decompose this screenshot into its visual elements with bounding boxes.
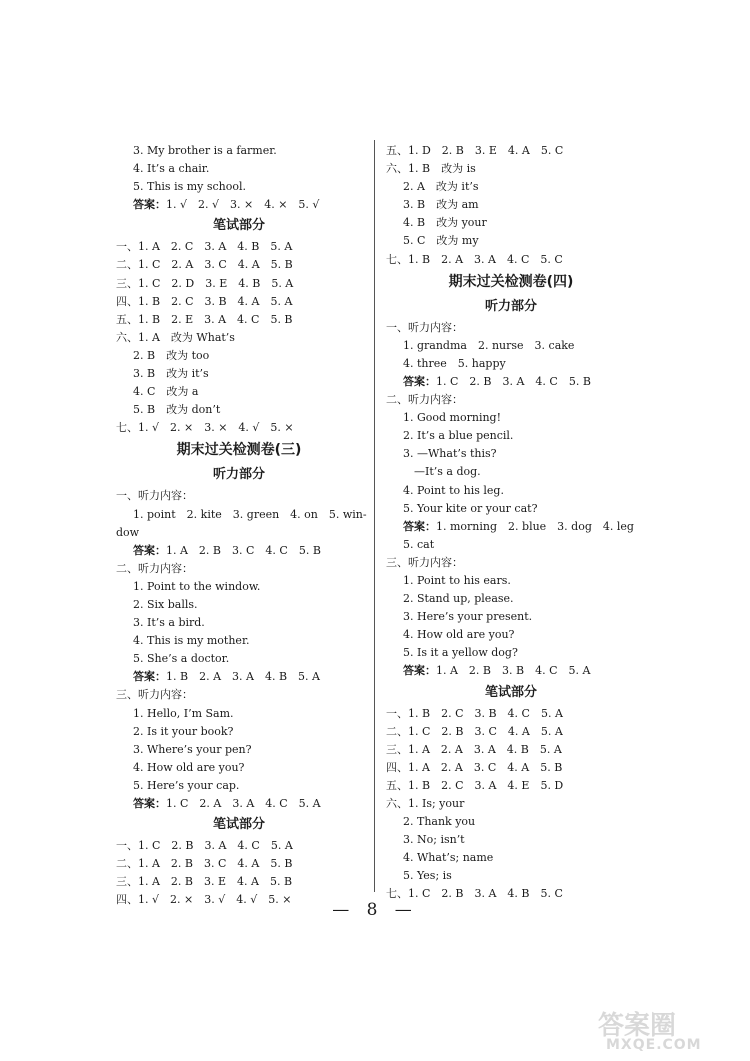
answer-label: 答案： xyxy=(403,664,436,678)
line-text: 六、1. Is; your xyxy=(386,797,465,810)
line-text: 5. B 改为 don’t xyxy=(133,403,221,417)
line-text: 2. B 改为 too xyxy=(133,348,210,362)
text-line xyxy=(386,337,636,355)
test-title: 期末过关检测卷(四) xyxy=(448,273,574,290)
line-text: 三、听力内容： xyxy=(116,688,193,702)
line-text: 一、1. B 2. C 3. B 4. C 5. A xyxy=(386,706,563,720)
line-text: 二、1. C 2. B 3. C 4. A 5. A xyxy=(386,724,563,738)
line-text: 七、1. B 2. A 3. A 4. C 5. C xyxy=(386,252,563,266)
text-line xyxy=(386,427,636,445)
line-text: 二、听力内容： xyxy=(116,561,193,575)
line-text: 2. A 改为 it’s xyxy=(403,180,479,194)
answer-line xyxy=(116,668,362,686)
text-line xyxy=(116,419,362,437)
text-line xyxy=(386,644,636,662)
answer-label: 答案： xyxy=(133,198,166,212)
line-text: 六、1. B 改为 is xyxy=(386,162,476,176)
text-line xyxy=(386,759,636,777)
line-text: 1. √ 2. √ 3. × 4. × 5. √ xyxy=(166,198,320,212)
line-text: 四、1. B 2. C 3. B 4. A 5. A xyxy=(116,294,293,308)
text-line xyxy=(386,500,636,518)
text-line xyxy=(116,650,362,668)
text-line xyxy=(386,160,636,178)
text-line xyxy=(116,596,362,614)
line-text: 三、1. A 2. B 3. E 4. A 5. B xyxy=(116,875,293,889)
text-line xyxy=(386,391,636,409)
text-line xyxy=(386,536,636,554)
line-text: 4. How old are you? xyxy=(133,760,245,774)
line-text: 3. No; isn’t xyxy=(403,833,465,847)
answer-line xyxy=(116,196,362,214)
text-line xyxy=(386,214,636,232)
line-text: 5. cat xyxy=(403,537,435,551)
line-text: dow xyxy=(116,525,140,539)
line-text: 3. It’s a bird. xyxy=(133,616,205,630)
line-text: 五、1. B 2. E 3. A 4. C 5. B xyxy=(116,312,293,326)
text-line xyxy=(386,626,636,644)
line-text: 二、1. C 2. A 3. C 4. A 5. B xyxy=(116,258,293,272)
line-text: 1. B 2. A 3. A 4. B 5. A xyxy=(166,670,320,684)
text-line xyxy=(116,256,362,274)
line-text: 一、听力内容： xyxy=(116,489,193,503)
line-text: 2. It’s a blue pencil. xyxy=(403,429,514,443)
text-line xyxy=(116,311,362,329)
text-line xyxy=(386,355,636,373)
answer-line xyxy=(386,373,636,391)
line-text: 四、1. √ 2. × 3. √ 4. √ 5. × xyxy=(116,893,292,907)
line-text: 5. She’s a doctor. xyxy=(133,652,230,666)
text-line xyxy=(116,487,362,505)
text-line xyxy=(116,365,362,383)
line-text: 二、1. A 2. B 3. C 4. A 5. B xyxy=(116,857,293,871)
text-line xyxy=(386,251,636,269)
line-text: 三、听力内容： xyxy=(386,555,463,569)
text-line xyxy=(116,401,362,419)
line-text: 四、1. A 2. A 3. C 4. A 5. B xyxy=(386,760,563,774)
line-text: 5. Here’s your cap. xyxy=(133,778,240,792)
left-column xyxy=(116,142,367,909)
line-text: 1. Point to the window. xyxy=(133,579,261,593)
text-line xyxy=(116,142,362,160)
text-line xyxy=(116,178,362,196)
answer-line xyxy=(116,542,362,560)
line-text: 3. Where’s your pen? xyxy=(133,742,252,756)
line-text: 4. This is my mother. xyxy=(133,634,250,648)
text-line xyxy=(386,867,636,885)
line-text: 3. —What’s this? xyxy=(403,447,497,461)
answer-label: 答案： xyxy=(133,543,166,557)
text-line xyxy=(116,873,362,891)
right-column xyxy=(386,142,636,904)
text-line xyxy=(386,178,636,196)
text-line xyxy=(386,196,636,214)
line-text: 1. morning 2. blue 3. dog 4. leg xyxy=(436,519,634,533)
text-line xyxy=(116,741,362,759)
watermark-logo xyxy=(598,1005,738,1053)
line-text: 1. Hello, I’m Sam. xyxy=(133,706,234,720)
line-text: 2. Stand up, please. xyxy=(403,592,514,606)
line-text: 2. Thank you xyxy=(403,815,476,829)
line-text: 1. Point to his ears. xyxy=(403,573,511,587)
line-text: 1. grandma 2. nurse 3. cake xyxy=(403,338,575,352)
page-number: — 8 — xyxy=(332,900,418,920)
text-line xyxy=(116,632,362,650)
line-text: 4. What’s; name xyxy=(403,851,494,865)
line-text: 4. It’s a chair. xyxy=(133,162,210,176)
line-text: 5. This is my school. xyxy=(133,180,247,194)
line-text: 1. A 2. B 3. B 4. C 5. A xyxy=(436,664,591,678)
line-text: 一、1. C 2. B 3. A 4. C 5. A xyxy=(116,839,293,853)
answer-label: 答案： xyxy=(403,519,436,533)
test-title: 期末过关检测卷(三) xyxy=(176,442,302,459)
line-text: 3. Here’s your present. xyxy=(403,610,533,624)
line-text: 一、1. A 2. C 3. A 4. B 5. A xyxy=(116,240,293,254)
watermark-url: MXQE.COM xyxy=(606,1037,702,1053)
text-line xyxy=(116,855,362,873)
text-line xyxy=(386,849,636,867)
line-text: 5. Your kite or your cat? xyxy=(403,501,538,515)
text-line xyxy=(116,275,362,293)
answer-line xyxy=(386,662,636,680)
text-line xyxy=(116,347,362,365)
answer-line xyxy=(386,518,636,536)
text-line xyxy=(386,723,636,741)
line-text: —It’s a dog. xyxy=(414,465,481,479)
line-text: 4. Point to his leg. xyxy=(403,483,504,497)
text-line xyxy=(116,329,362,347)
line-text: 五、1. D 2. B 3. E 4. A 5. C xyxy=(386,144,564,157)
line-text: 3. My brother is a farmer. xyxy=(133,144,277,157)
text-line xyxy=(386,482,636,500)
line-text: 3. B 改为 am xyxy=(403,198,479,212)
section-heading: 听力部分 xyxy=(212,467,265,483)
text-line xyxy=(116,686,362,704)
column-divider xyxy=(374,140,375,892)
answer-label: 答案： xyxy=(133,670,166,684)
line-text: 1. A 2. B 3. C 4. C 5. B xyxy=(166,543,321,557)
text-line xyxy=(116,383,362,401)
text-line xyxy=(116,238,362,256)
line-text: 三、1. C 2. D 3. E 4. B 5. A xyxy=(116,276,294,290)
text-line xyxy=(116,759,362,777)
line-text: 1. point 2. kite 3. green 4. on 5. win- xyxy=(133,507,367,521)
line-text: 七、1. C 2. B 3. A 4. B 5. C xyxy=(386,887,563,901)
text-line xyxy=(116,837,362,855)
text-line xyxy=(386,572,636,590)
text-line xyxy=(386,554,636,572)
line-text: 2. Six balls. xyxy=(133,597,198,611)
line-text: 4. three 5. happy xyxy=(403,356,506,370)
text-line xyxy=(386,319,636,337)
section-heading: 笔试部分 xyxy=(212,817,265,833)
text-line xyxy=(386,777,636,795)
line-text: 4. How old are you? xyxy=(403,628,515,642)
text-line xyxy=(386,409,636,427)
text-line xyxy=(386,232,636,250)
answer-label: 答案： xyxy=(403,374,436,388)
text-line xyxy=(386,741,636,759)
line-text: 六、1. A 改为 What’s xyxy=(116,330,235,344)
answer-label: 答案： xyxy=(133,797,166,810)
text-line xyxy=(386,590,636,608)
text-line xyxy=(386,705,636,723)
text-line xyxy=(116,293,362,311)
line-text: 4. C 改为 a xyxy=(133,385,199,399)
text-line xyxy=(386,608,636,626)
text-line xyxy=(116,578,362,596)
text-line xyxy=(116,524,362,542)
line-text: 二、听力内容： xyxy=(386,393,463,407)
watermark-text: 答案圈 xyxy=(598,1011,677,1041)
line-text: 1. C 2. B 3. A 4. C 5. B xyxy=(436,374,591,388)
line-text: 4. B 改为 your xyxy=(403,216,487,230)
section-heading: 听力部分 xyxy=(484,298,537,314)
line-text: 1. Good morning! xyxy=(403,411,502,425)
text-line xyxy=(386,831,636,849)
text-line xyxy=(116,614,362,632)
line-text: 5. Yes; is xyxy=(403,869,452,883)
section-heading: 笔试部分 xyxy=(484,684,537,700)
text-line xyxy=(116,160,362,178)
line-text: 1. C 2. A 3. A 4. C 5. A xyxy=(166,797,321,810)
text-line xyxy=(116,777,362,795)
text-line xyxy=(116,506,367,524)
text-line xyxy=(386,463,636,481)
text-line xyxy=(386,445,636,463)
text-line xyxy=(116,705,362,723)
line-text: 2. Is it your book? xyxy=(133,724,234,738)
text-line xyxy=(116,560,362,578)
text-line xyxy=(116,723,362,741)
line-text: 5. C 改为 my xyxy=(403,234,479,248)
line-text: 三、1. A 2. A 3. A 4. B 5. A xyxy=(386,742,562,756)
line-text: 5. Is it a yellow dog? xyxy=(403,646,518,660)
section-heading: 笔试部分 xyxy=(212,218,265,234)
line-text: 一、听力内容： xyxy=(386,320,463,334)
line-text: 3. B 改为 it’s xyxy=(133,367,209,381)
line-text: 五、1. B 2. C 3. A 4. E 5. D xyxy=(386,778,564,792)
line-text: 七、1. √ 2. × 3. × 4. √ 5. × xyxy=(116,421,294,435)
text-line xyxy=(386,142,636,160)
text-line xyxy=(386,813,636,831)
answer-line xyxy=(116,795,362,813)
text-line xyxy=(386,795,636,813)
